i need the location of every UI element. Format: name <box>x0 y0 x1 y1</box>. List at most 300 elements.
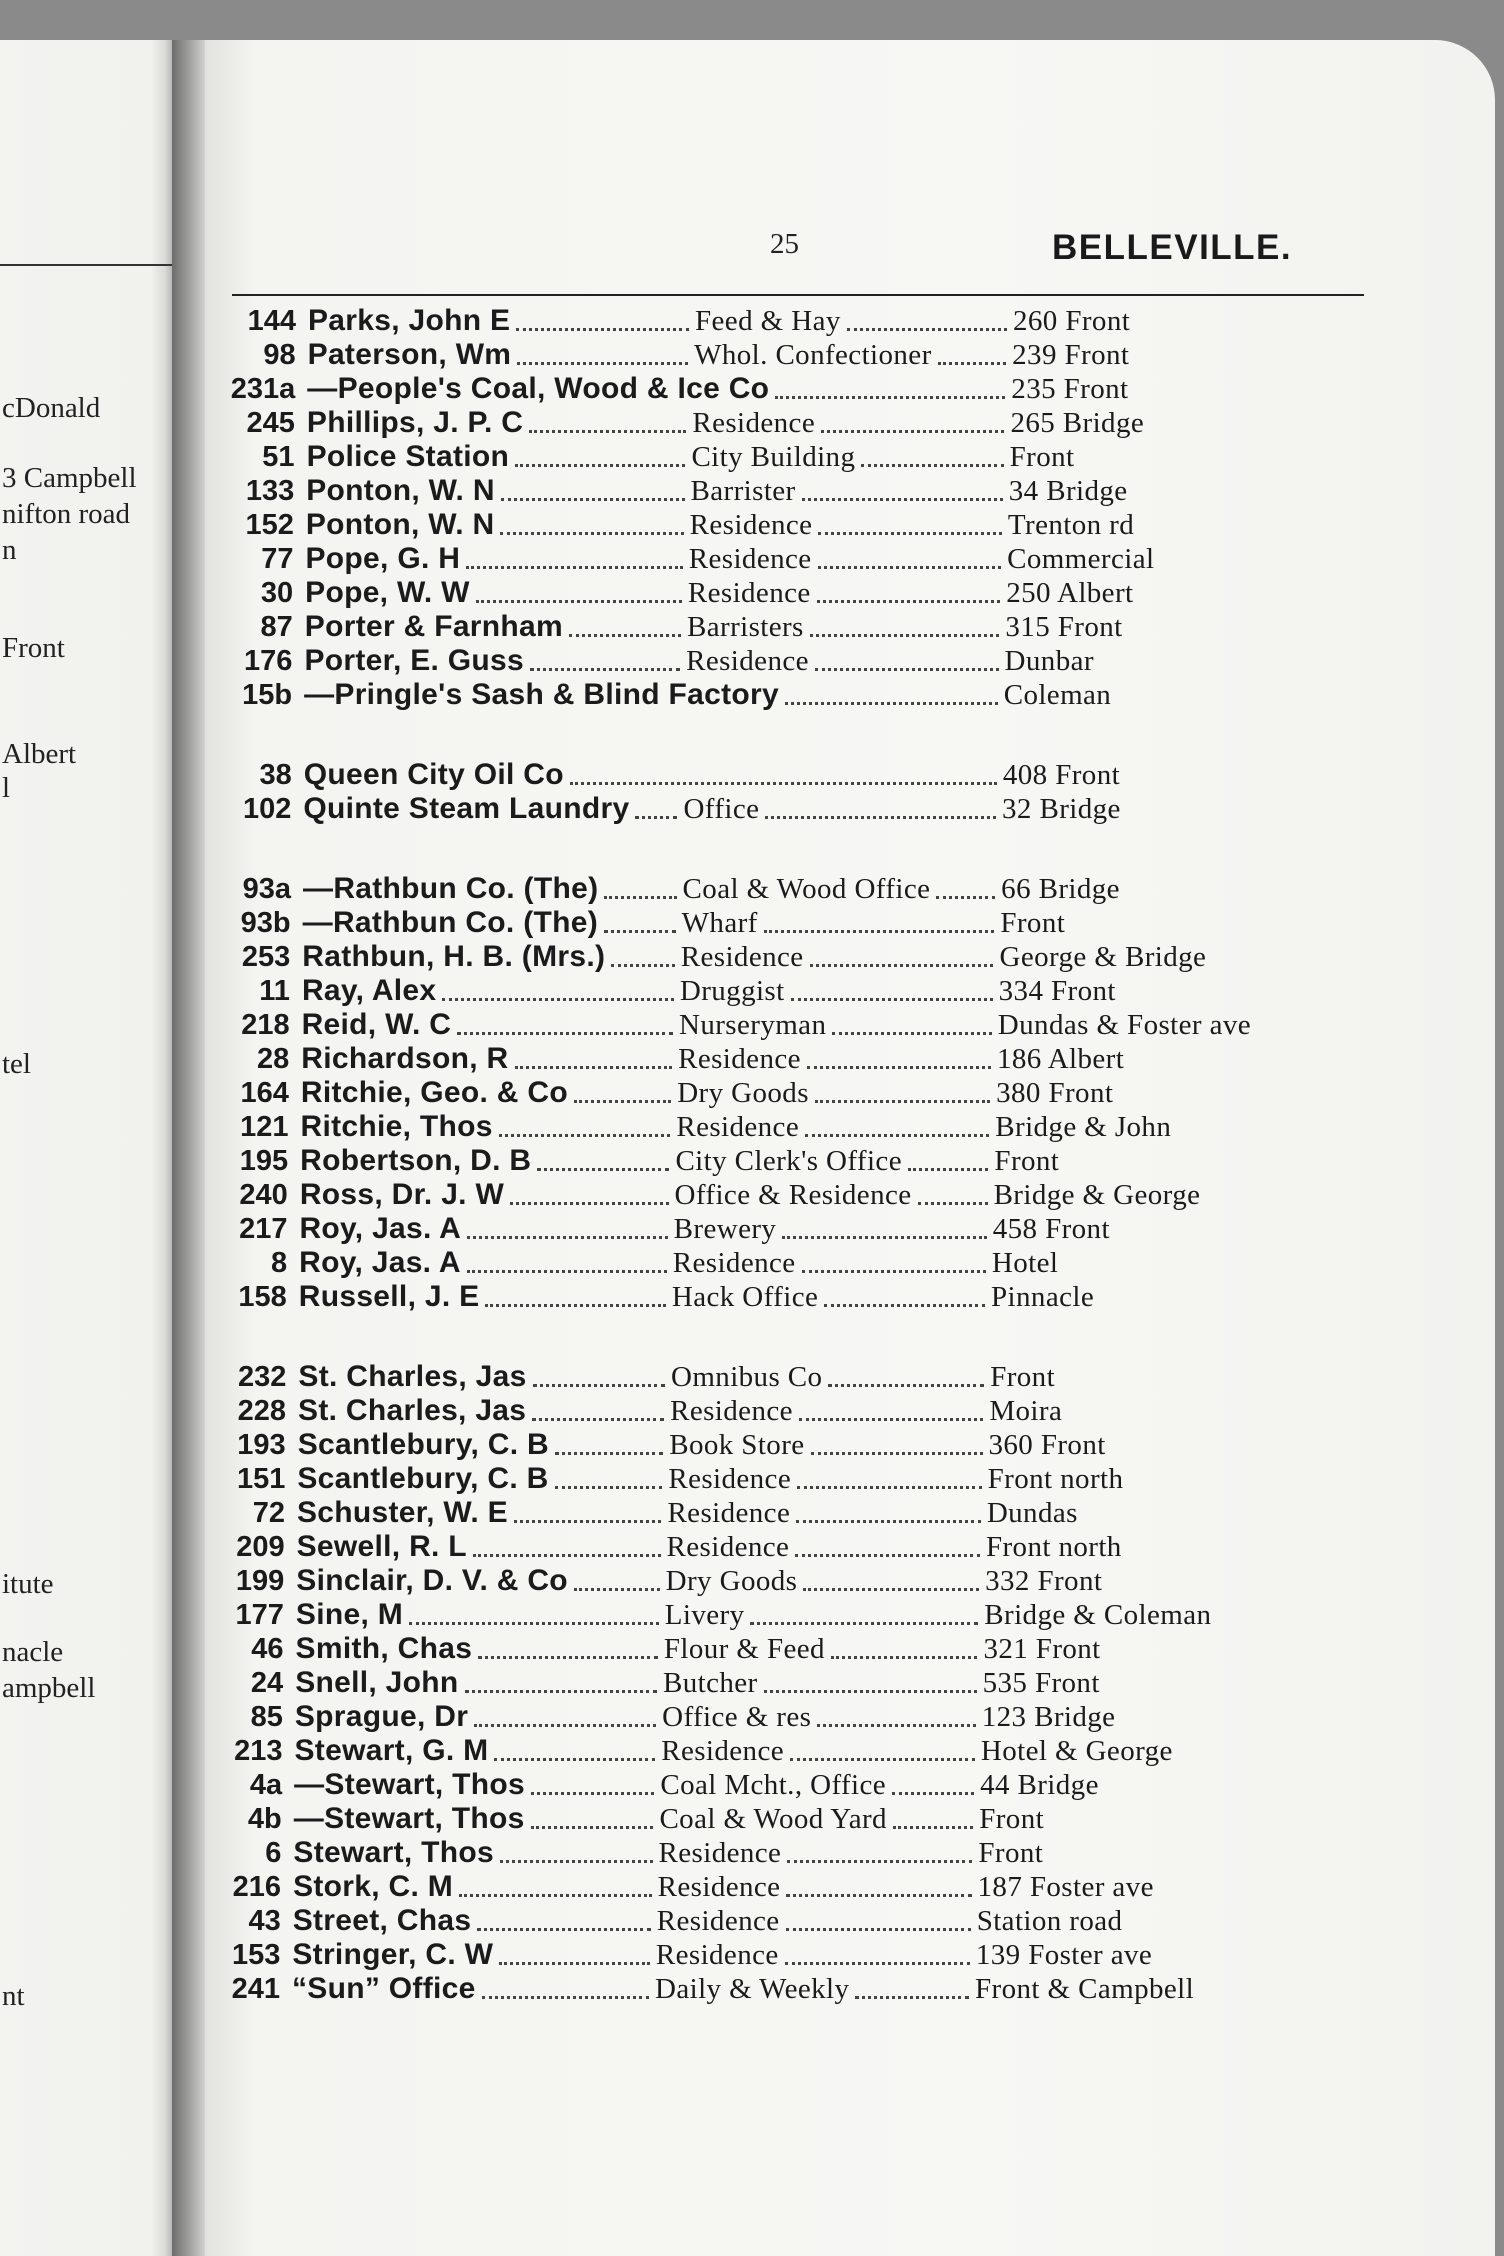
dot-leader <box>765 816 996 819</box>
entry-name: Pope, W. W <box>305 576 470 609</box>
entry-description: Livery <box>664 1599 745 1631</box>
entry-name: Queen City Oil Co <box>303 758 564 791</box>
entry-name: Sewell, R. L <box>296 1530 467 1563</box>
directory-entry <box>0 1938 1504 1972</box>
directory-entry <box>0 644 1504 678</box>
entry-name: St. Charles, Jas <box>298 1360 527 1393</box>
dot-leader <box>815 1100 990 1103</box>
dot-leader <box>459 1894 652 1897</box>
entry-number: 24 <box>250 1667 284 1699</box>
entry-description: Butcher <box>663 1667 758 1699</box>
dot-leader <box>457 1032 673 1035</box>
entry-description: Feed & Hay <box>695 305 841 337</box>
entry-description: Residence <box>689 509 813 541</box>
directory-entry <box>0 1110 1504 1144</box>
entry-address: Dundas <box>986 1497 1078 1529</box>
directory-entry <box>0 1632 1504 1666</box>
entry-address: 250 Albert <box>1006 577 1134 609</box>
entry-address: 186 Albert <box>996 1043 1125 1075</box>
previous-page-fragment: ampbell <box>2 1672 96 1704</box>
entry-description: Druggist <box>679 975 785 1007</box>
entry-description: Residence <box>656 1905 780 1937</box>
entry-number: 240 <box>239 1179 288 1211</box>
dot-leader <box>791 998 993 1001</box>
entry-name: Rathbun, H. B. (Mrs.) <box>302 940 606 973</box>
dot-leader <box>787 1860 972 1863</box>
directory-entry <box>0 304 1504 338</box>
previous-page-fragment: Albert <box>2 738 77 770</box>
entry-address: 315 Front <box>1005 611 1123 643</box>
dot-leader <box>918 1202 988 1205</box>
directory-entry <box>0 576 1504 610</box>
directory-entry <box>0 508 1504 542</box>
entry-address: 187 Foster ave <box>977 1871 1154 1903</box>
previous-page-fragment: Front <box>2 632 65 664</box>
entry-address: Front <box>994 1145 1060 1177</box>
directory-entry <box>0 440 1504 474</box>
dot-leader <box>817 1724 975 1727</box>
dot-leader <box>892 1792 974 1795</box>
dot-leader <box>515 1066 673 1069</box>
entry-number: 15b <box>242 679 293 711</box>
previous-page-fragment: nt <box>2 1980 25 2012</box>
entry-description: Residence <box>658 1837 782 1869</box>
entry-number: 177 <box>235 1599 284 1631</box>
entry-name: —Rathbun Co. (The) <box>303 872 599 905</box>
dot-leader <box>635 816 677 819</box>
directory-entry <box>0 1144 1504 1178</box>
dot-leader <box>532 1418 664 1421</box>
entry-number: 151 <box>236 1463 286 1495</box>
entry-description: Hack Office <box>671 1281 819 1313</box>
entry-description: Coal & Wood Yard <box>659 1803 887 1835</box>
dot-leader <box>805 1134 989 1137</box>
entry-description: Barristers <box>687 611 804 643</box>
dot-leader <box>785 1962 970 1965</box>
entry-number: 199 <box>235 1565 285 1597</box>
entry-number: 102 <box>242 793 292 825</box>
dot-leader <box>815 668 999 671</box>
previous-page-fragment: cDonald <box>2 392 101 424</box>
directory-entry <box>0 1530 1504 1564</box>
entry-name: Street, Chas <box>292 1904 472 1937</box>
directory-entry <box>0 1700 1504 1734</box>
directory-entry <box>0 1836 1504 1870</box>
entry-address: Front <box>1000 907 1066 939</box>
entry-number: 6 <box>265 1837 282 1869</box>
dot-leader <box>810 964 994 967</box>
entry-number: 30 <box>260 577 294 609</box>
entry-number: 231a <box>230 373 296 405</box>
dot-leader <box>476 600 682 603</box>
dot-leader <box>810 634 1000 637</box>
dot-leader <box>467 1236 667 1239</box>
entry-number: 195 <box>239 1145 289 1177</box>
directory-entry <box>0 1042 1504 1076</box>
dot-leader <box>604 930 676 933</box>
entry-description: Dry Goods <box>665 1565 798 1597</box>
dot-leader <box>574 1588 660 1591</box>
dot-leader <box>531 1792 654 1795</box>
entry-description: Book Store <box>669 1429 805 1461</box>
previous-page-fragment: l <box>2 772 11 804</box>
dot-leader <box>908 1168 988 1171</box>
entry-number: 153 <box>231 1939 281 1971</box>
entry-name: —Stewart, Thos <box>293 1802 525 1835</box>
dot-leader <box>485 1304 665 1307</box>
entry-number: 164 <box>240 1077 289 1109</box>
entry-name: “Sun” Office <box>292 1972 476 2005</box>
dot-leader <box>533 1384 665 1387</box>
entry-number: 241 <box>231 1973 280 2005</box>
entry-name: Snell, John <box>295 1666 459 1699</box>
directory-entry <box>0 1870 1504 1904</box>
directory-entry <box>0 1394 1504 1428</box>
directory-entry <box>0 1802 1504 1836</box>
entry-address: Coleman <box>1003 679 1112 711</box>
entry-description: Omnibus Co <box>671 1361 823 1393</box>
entry-name: Scantlebury, C. B <box>297 1428 549 1461</box>
entry-address: Front north <box>987 1463 1124 1495</box>
dot-leader <box>409 1622 659 1625</box>
entry-description: Residence <box>676 1111 800 1143</box>
entry-address: Front <box>1009 441 1075 473</box>
entry-name: Sprague, Dr <box>294 1700 469 1733</box>
entry-name: Roy, Jas. A <box>299 1246 461 1279</box>
entry-address: 332 Front <box>985 1565 1103 1597</box>
dot-leader <box>517 362 688 365</box>
dot-leader <box>604 896 676 899</box>
entry-description: Wharf <box>681 907 758 939</box>
dot-leader <box>500 532 683 535</box>
entry-description: Office <box>683 793 760 825</box>
dot-leader <box>555 1452 663 1455</box>
dot-leader <box>855 1996 969 1999</box>
previous-page-fragment: n <box>2 534 17 566</box>
entry-description: Office & res <box>662 1701 812 1733</box>
dot-leader <box>764 1690 977 1693</box>
entry-description: Residence <box>666 1531 790 1563</box>
directory-entry <box>0 678 1504 712</box>
directory-entry <box>0 1666 1504 1700</box>
directory-entry <box>0 1360 1504 1394</box>
dot-leader <box>797 1486 982 1489</box>
dot-leader <box>499 1962 650 1965</box>
directory-entry <box>0 1462 1504 1496</box>
entry-address: Hotel <box>991 1247 1059 1279</box>
dot-leader <box>936 896 995 899</box>
entry-address: Front & Campbell <box>975 1973 1195 2005</box>
entry-description: Residence <box>672 1247 796 1279</box>
entry-description: City Clerk's Office <box>675 1145 902 1177</box>
entry-description: Residence <box>687 577 811 609</box>
entry-number: 176 <box>244 645 293 677</box>
entry-number: 253 <box>241 941 291 973</box>
dot-leader <box>796 1520 981 1523</box>
entry-description: Nurseryman <box>679 1009 827 1041</box>
entry-address: Bridge & Coleman <box>984 1599 1212 1631</box>
entry-address: Hotel & George <box>980 1735 1173 1767</box>
entry-name: Richardson, R <box>301 1042 509 1075</box>
directory-entry <box>0 1076 1504 1110</box>
entry-address: 34 Bridge <box>1008 475 1128 507</box>
entry-description: Residence <box>670 1395 793 1427</box>
directory-entry <box>0 1904 1504 1938</box>
entry-description: Residence <box>667 1497 791 1529</box>
entry-number: 28 <box>256 1043 290 1075</box>
dot-leader <box>802 498 1003 501</box>
dot-leader <box>807 1066 991 1069</box>
dot-leader <box>478 1656 658 1659</box>
directory-entry <box>0 1972 1504 2006</box>
entry-description: City Building <box>691 441 856 473</box>
directory-entry <box>0 610 1504 644</box>
dot-leader <box>817 600 1001 603</box>
dot-leader <box>750 1622 978 1625</box>
entry-name: Reid, W. C <box>301 1008 452 1041</box>
previous-page-fragment: 3 Campbell <box>2 462 137 494</box>
dot-leader <box>782 1236 986 1239</box>
entry-address: 44 Bridge <box>980 1769 1099 1801</box>
dot-leader <box>803 1588 979 1591</box>
directory-entry <box>0 792 1504 826</box>
entry-name: St. Charles, Jas <box>298 1394 527 1427</box>
dot-leader <box>555 1486 663 1489</box>
dot-leader <box>569 634 681 637</box>
dot-leader <box>474 1724 656 1727</box>
directory-entry <box>0 406 1504 440</box>
entry-address: Front <box>990 1361 1056 1393</box>
dot-leader <box>764 930 995 933</box>
dot-leader <box>515 464 685 467</box>
entry-description: Coal & Wood Office <box>682 873 931 905</box>
entry-name: —Pringle's Sash & Blind Factory <box>304 678 779 711</box>
dot-leader <box>802 1270 986 1273</box>
dot-leader <box>611 964 675 967</box>
entry-number: 85 <box>250 1701 283 1733</box>
entry-number: 217 <box>239 1213 288 1245</box>
directory-entry <box>0 1598 1504 1632</box>
entry-name: Russell, J. E <box>298 1280 480 1313</box>
entry-description: Brewery <box>673 1213 777 1245</box>
directory-entry <box>0 974 1504 1008</box>
entry-description: Coal Mcht., Office <box>660 1769 887 1801</box>
entry-address: 408 Front <box>1002 759 1121 791</box>
entry-number: 193 <box>237 1429 286 1461</box>
entry-number: 93a <box>242 873 292 905</box>
entry-description: Dry Goods <box>677 1077 809 1109</box>
entry-address: 260 Front <box>1013 305 1131 337</box>
entry-number: 213 <box>234 1735 283 1767</box>
entry-description: Residence <box>668 1463 792 1495</box>
entry-address: Bridge & George <box>993 1179 1201 1211</box>
entry-number: 93b <box>240 907 291 939</box>
dot-leader <box>500 1860 653 1863</box>
running-head: BELLEVILLE. <box>1052 228 1293 267</box>
entry-name: —Stewart, Thos <box>294 1768 526 1801</box>
entry-number: 144 <box>247 305 296 337</box>
entry-number: 245 <box>246 407 295 439</box>
dot-leader <box>516 328 689 331</box>
entry-number: 11 <box>259 975 290 1007</box>
dot-leader <box>574 1100 671 1103</box>
entry-number: 218 <box>241 1009 290 1041</box>
dot-leader <box>828 1384 984 1387</box>
entry-address: 321 Front <box>983 1633 1101 1665</box>
entry-address: Moira <box>989 1395 1063 1427</box>
dot-leader <box>811 1452 983 1455</box>
entry-description: Residence <box>678 1043 801 1075</box>
entry-name: Quinte Steam Laundry <box>303 792 630 825</box>
entry-name: Smith, Chas <box>295 1632 473 1665</box>
entry-address: Station road <box>976 1905 1123 1937</box>
entry-name: Ritchie, Geo. & Co <box>300 1076 568 1109</box>
dot-leader <box>785 702 998 705</box>
dot-leader <box>831 1656 977 1659</box>
dot-leader <box>821 430 1004 433</box>
entry-address: Dunbar <box>1004 645 1094 677</box>
dot-leader <box>537 1168 669 1171</box>
directory-entry <box>0 1564 1504 1598</box>
entry-address: Front <box>978 1837 1044 1869</box>
dot-leader <box>465 1690 657 1693</box>
entry-name: Porter & Farnham <box>304 610 563 643</box>
entry-name: Parks, John E <box>308 304 511 337</box>
dot-leader <box>510 1202 668 1205</box>
entry-description: Residence <box>692 407 816 439</box>
previous-page-fragment: nifton road <box>2 498 131 530</box>
entry-description: Residence <box>657 1871 781 1903</box>
entry-description: Residence <box>688 543 812 575</box>
directory-entry <box>0 338 1504 372</box>
entry-name: Stork, C. M <box>293 1870 454 1903</box>
entry-address: George & Bridge <box>999 941 1207 973</box>
entry-address: 239 Front <box>1012 339 1130 371</box>
entry-name: Stringer, C. W <box>292 1938 494 1971</box>
entry-description: Residence <box>655 1939 779 1971</box>
entry-name: —Rathbun Co. (The) <box>302 906 599 939</box>
entry-number: 43 <box>248 1905 281 1937</box>
entry-description: Residence <box>661 1735 784 1767</box>
entry-name: Scantlebury, C. B <box>297 1462 549 1495</box>
entry-address: 360 Front <box>988 1429 1106 1461</box>
entry-address: Dundas & Foster ave <box>997 1009 1252 1041</box>
directory-entry <box>0 1734 1504 1768</box>
directory-entry <box>0 1280 1504 1314</box>
entry-description: Office & Residence <box>674 1179 912 1211</box>
entry-number: 4a <box>249 1769 283 1801</box>
dot-leader <box>832 1032 991 1035</box>
entry-name: Paterson, Wm <box>307 338 512 371</box>
entry-name: Robertson, D. B <box>300 1144 532 1177</box>
entry-name: Ross, Dr. J. W <box>299 1178 505 1211</box>
dot-leader <box>847 328 1007 331</box>
entry-address: 123 Bridge <box>981 1701 1116 1733</box>
directory-entry <box>0 1212 1504 1246</box>
directory-entry <box>0 1246 1504 1280</box>
entry-number: 77 <box>261 543 294 575</box>
entry-address: 458 Front <box>992 1213 1110 1245</box>
dot-leader <box>499 1134 671 1137</box>
dot-leader <box>775 396 1005 399</box>
dot-leader <box>824 1304 985 1307</box>
entry-name: Sinclair, D. V. & Co <box>296 1564 568 1597</box>
dot-leader <box>467 1270 667 1273</box>
entry-number: 8 <box>270 1247 288 1279</box>
entry-address: 32 Bridge <box>1002 793 1121 825</box>
entry-name: Sine, M <box>295 1598 404 1631</box>
entry-number: 38 <box>259 759 292 791</box>
entry-name: Ponton, W. N <box>305 508 495 541</box>
entry-number: 228 <box>237 1395 287 1427</box>
directory-entry <box>0 940 1504 974</box>
previous-page-fragment: tel <box>2 1048 31 1080</box>
previous-page-fragment: itute <box>2 1568 54 1600</box>
entry-name: Ritchie, Thos <box>300 1110 493 1143</box>
entry-address: Front <box>979 1803 1045 1835</box>
entry-description: Residence <box>686 645 809 677</box>
directory-entry <box>0 1768 1504 1802</box>
dot-leader <box>494 1758 655 1761</box>
dot-leader <box>501 498 685 501</box>
entry-description: Flour & Feed <box>663 1633 825 1665</box>
entry-address: 139 Foster ave <box>975 1939 1153 1971</box>
entry-number: 152 <box>245 509 294 541</box>
entry-address: Front north <box>985 1531 1122 1563</box>
previous-page-fragment: nacle <box>2 1636 64 1668</box>
dot-leader <box>531 1826 654 1829</box>
entry-number: 158 <box>238 1281 287 1313</box>
dot-leader <box>799 1418 983 1421</box>
entry-name: Ponton, W. N <box>306 474 495 507</box>
dot-leader <box>786 1894 971 1897</box>
entry-address: 334 Front <box>998 975 1116 1007</box>
dot-leader <box>514 1520 662 1523</box>
entry-name: Roy, Jas. A <box>299 1212 462 1245</box>
dot-leader <box>861 464 1003 467</box>
entry-description: Barrister <box>690 475 796 507</box>
entry-number: 133 <box>245 475 295 507</box>
entry-description: Whol. Confectioner <box>694 339 932 371</box>
entry-number: 72 <box>252 1497 285 1529</box>
entry-address: 265 Bridge <box>1010 407 1145 439</box>
entry-name: —People's Coal, Wood & Ice Co <box>307 372 770 405</box>
entry-number: 209 <box>236 1531 285 1563</box>
entry-address: Trenton rd <box>1007 509 1135 541</box>
entry-address: 235 Front <box>1011 373 1129 405</box>
dot-leader <box>477 1928 650 1931</box>
entry-number: 87 <box>260 611 293 643</box>
dot-leader <box>442 998 673 1001</box>
entry-address: 66 Bridge <box>1001 873 1120 905</box>
directory-entry <box>0 1496 1504 1530</box>
entry-number: 4b <box>247 1803 282 1835</box>
directory-entry <box>0 1008 1504 1042</box>
dot-leader <box>790 1758 975 1761</box>
entry-address: Commercial <box>1007 543 1155 575</box>
directory-entry <box>0 1178 1504 1212</box>
dot-leader <box>893 1826 973 1829</box>
entry-name: Ray, Alex <box>301 974 437 1007</box>
entry-number: 46 <box>251 1633 284 1665</box>
entry-name: Police Station <box>306 440 510 473</box>
entry-name: Stewart, G. M <box>294 1734 489 1767</box>
entry-number: 232 <box>238 1361 287 1393</box>
entry-name: Stewart, Thos <box>293 1836 495 1869</box>
directory-entry <box>0 372 1504 406</box>
dot-leader <box>473 1554 661 1557</box>
directory-entry <box>0 872 1504 906</box>
